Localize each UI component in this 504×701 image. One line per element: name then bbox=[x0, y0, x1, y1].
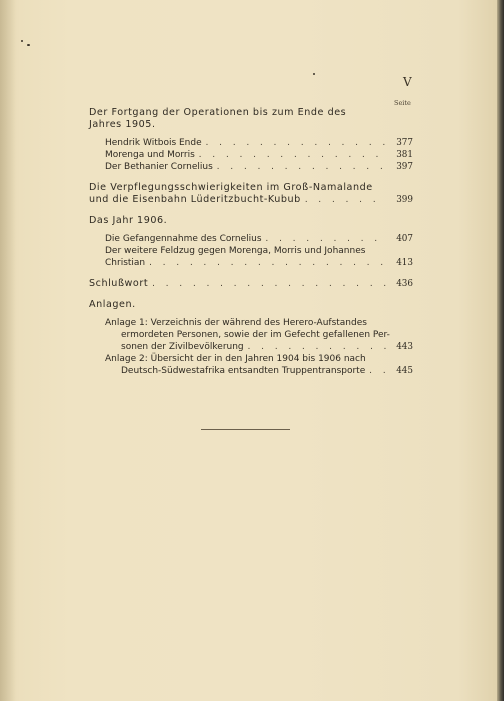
closing-rule bbox=[201, 429, 290, 430]
toc-section-verpflegung bbox=[89, 182, 413, 206]
toc-item bbox=[105, 149, 413, 161]
toc-section-title-cont: Jahres 1905. bbox=[89, 119, 156, 130]
toc-item-page: 445 bbox=[396, 366, 413, 376]
paper-speck bbox=[21, 40, 23, 42]
toc-section-anlagen bbox=[89, 299, 413, 311]
page-number: V bbox=[403, 75, 413, 89]
table-of-contents bbox=[89, 104, 413, 377]
toc-item bbox=[105, 161, 413, 173]
toc-item-anlage-1 bbox=[105, 317, 413, 353]
toc-item-label-cont: sonen der Zivilbevölkerung bbox=[121, 342, 244, 352]
dot-leader bbox=[206, 137, 387, 149]
page-edge bbox=[497, 0, 504, 701]
toc-item bbox=[105, 245, 413, 269]
dot-leader bbox=[305, 194, 387, 206]
toc-section-page: 436 bbox=[396, 279, 413, 289]
toc-item-label: Der weitere Feldzug gegen Morenga, Morris und Johannes bbox=[105, 246, 366, 256]
dot-leader bbox=[266, 233, 387, 245]
toc-item-page: 413 bbox=[396, 258, 413, 268]
toc-item-page: 407 bbox=[396, 234, 413, 244]
toc-section-fortgang bbox=[89, 107, 413, 131]
toc-section-title-cont: und die Eisenbahn Lüderitzbucht-Kubub bbox=[89, 194, 301, 205]
dot-leader bbox=[369, 365, 387, 377]
toc-item-label: Der Bethanier Cornelius bbox=[105, 162, 213, 172]
dot-leader bbox=[199, 149, 387, 161]
binding-shadow bbox=[0, 0, 16, 701]
toc-item-label: Anlage 1: Verzeichnis der während des Herero-Aufstandes bbox=[105, 318, 367, 328]
toc-item-label-cont: Christian bbox=[105, 258, 146, 268]
toc-section-title: Die Verpflegungsschwierigkeiten im Groß-Namalande bbox=[89, 182, 373, 193]
toc-item-label-cont: Deutsch-Südwestafrika entsandten Truppentransporte bbox=[121, 366, 366, 376]
toc-item-label: Anlage 2: Übersicht der in den Jahren 1904 bis 1906 nach bbox=[105, 354, 366, 364]
page-column-label: Seite bbox=[394, 99, 411, 107]
toc-item-label: Morenga und Morris bbox=[105, 150, 195, 160]
toc-item bbox=[105, 137, 413, 149]
toc-item-page: 397 bbox=[396, 162, 413, 172]
toc-item bbox=[105, 233, 413, 245]
toc-section-title: Der Fortgang der Operationen bis zum Ende des bbox=[89, 107, 347, 118]
toc-item-page: 443 bbox=[396, 342, 413, 352]
toc-section-title: Anlagen. bbox=[89, 299, 136, 310]
toc-section-title: Das Jahr 1906. bbox=[89, 215, 168, 226]
dot-leader bbox=[152, 278, 387, 290]
toc-section-jahr-1906 bbox=[89, 215, 413, 227]
toc-section-title: Schlußwort bbox=[89, 278, 149, 289]
toc-item-page: 381 bbox=[396, 150, 413, 160]
toc-item-label: Hendrik Witbois Ende bbox=[105, 138, 202, 148]
dot-leader bbox=[149, 257, 387, 269]
dot-leader bbox=[248, 341, 387, 353]
paper-speck bbox=[313, 73, 315, 75]
paper-speck bbox=[27, 44, 30, 46]
toc-section-page: 399 bbox=[396, 195, 413, 205]
dot-leader bbox=[217, 161, 387, 173]
toc-item-page: 377 bbox=[396, 138, 413, 148]
toc-section-schlusswort bbox=[89, 278, 413, 290]
toc-item-label-cont: ermordeten Personen, sowie der im Gefecht gefallenen Per- bbox=[121, 330, 390, 340]
toc-item-anlage-2 bbox=[105, 353, 413, 377]
toc-item-label: Die Gefangennahme des Cornelius bbox=[105, 234, 262, 244]
